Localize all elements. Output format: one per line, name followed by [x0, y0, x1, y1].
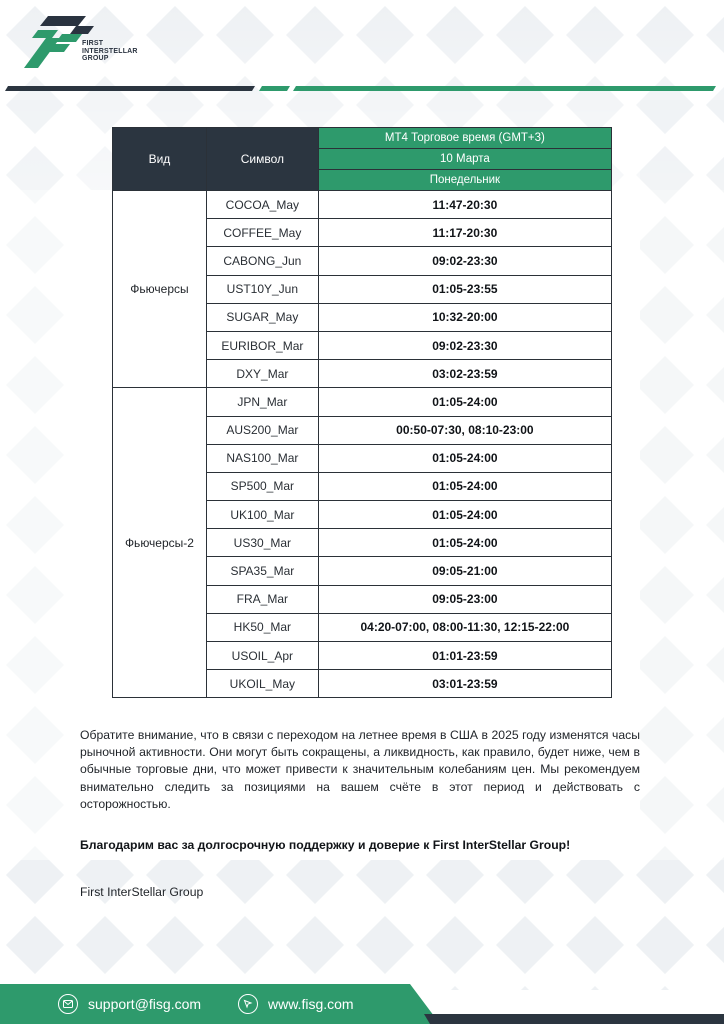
- header-platform: MT4 Торговое время (GMT+3): [318, 128, 611, 149]
- symbol-cell: UST10Y_Jun: [206, 275, 318, 303]
- symbol-cell: UKOIL_May: [206, 670, 318, 698]
- trading-hours-table: [112, 127, 612, 698]
- time-cell: 01:05-23:55: [318, 275, 611, 303]
- symbol-cell: NAS100_Mar: [206, 444, 318, 472]
- time-cell: 09:02-23:30: [318, 247, 611, 275]
- dst-notice-paragraph: Обратите внимание, что в связи с переходом на летнее время в США в 2025 году изменятся часы рыночной активности. Они могут быть сокращены, а ликвидность, как правило, будет ниже, чем в обычные торговые дни, что может привести к значительным колебаниям цен. Мы рекомендуем внимательно следить за позициями на вашем счёте в этот период и действовать с осторожностью.: [80, 728, 640, 811]
- symbol-cell: EURIBOR_Mar: [206, 331, 318, 359]
- symbol-cell: JPN_Mar: [206, 388, 318, 416]
- group-kind: Фьючерсы-2: [113, 388, 207, 698]
- symbol-cell: SUGAR_May: [206, 303, 318, 331]
- logo-line-3: GROUP: [82, 55, 109, 62]
- time-cell: 01:05-24:00: [318, 444, 611, 472]
- website-text[interactable]: www.fisg.com: [268, 996, 354, 1012]
- symbol-cell: US30_Mar: [206, 529, 318, 557]
- mail-icon: [58, 994, 78, 1014]
- symbol-cell: SPA35_Mar: [206, 557, 318, 585]
- time-cell: 01:05-24:00: [318, 529, 611, 557]
- time-cell: 01:05-24:00: [318, 501, 611, 529]
- symbol-cell: COCOA_May: [206, 191, 318, 219]
- group-kind: Фьючерсы: [113, 191, 207, 388]
- symbol-cell: COFFEE_May: [206, 219, 318, 247]
- logo-line-2: INTERSTELLAR: [82, 47, 138, 55]
- time-cell: 03:02-23:59: [318, 360, 611, 388]
- time-cell: 11:47-20:30: [318, 191, 611, 219]
- logo-wordmark: [82, 40, 138, 63]
- time-cell: 01:05-24:00: [318, 472, 611, 500]
- header-symbol: Символ: [206, 128, 318, 191]
- logo-line-1: FIRST: [82, 40, 104, 47]
- symbol-cell: CABONG_Jun: [206, 247, 318, 275]
- time-cell: 09:05-23:00: [318, 585, 611, 613]
- header-kind: Вид: [113, 128, 207, 191]
- table-row: [113, 191, 612, 219]
- symbol-cell: UK100_Mar: [206, 501, 318, 529]
- time-cell: 01:01-23:59: [318, 642, 611, 670]
- footer-email[interactable]: [58, 994, 201, 1014]
- symbol-cell: USOIL_Apr: [206, 642, 318, 670]
- header-divider: [0, 86, 724, 96]
- time-cell: 11:17-20:30: [318, 219, 611, 247]
- time-cell: 00:50-07:30, 08:10-23:00: [318, 416, 611, 444]
- time-cell: 10:32-20:00: [318, 303, 611, 331]
- time-cell: 03:01-23:59: [318, 670, 611, 698]
- time-cell: 09:02-23:30: [318, 331, 611, 359]
- footer-website[interactable]: [238, 994, 354, 1014]
- thanks-line: Благодарим вас за долгосрочную поддержку и доверие к First InterStellar Group!: [80, 838, 571, 852]
- footer: [0, 984, 724, 1024]
- cursor-icon: [238, 994, 258, 1014]
- time-cell: 01:05-24:00: [318, 388, 611, 416]
- table-row: [113, 388, 612, 416]
- time-cell: 09:05-21:00: [318, 557, 611, 585]
- header-date: 10 Марта: [318, 149, 611, 170]
- email-text[interactable]: support@fisg.com: [88, 996, 202, 1012]
- symbol-cell: HK50_Mar: [206, 613, 318, 641]
- header-weekday: Понедельник: [318, 170, 611, 191]
- symbol-cell: SP500_Mar: [206, 472, 318, 500]
- symbol-cell: DXY_Mar: [206, 360, 318, 388]
- signature: First InterStellar Group: [80, 885, 204, 899]
- symbol-cell: FRA_Mar: [206, 585, 318, 613]
- time-cell: 04:20-07:00, 08:00-11:30, 12:15-22:00: [318, 613, 611, 641]
- symbol-cell: AUS200_Mar: [206, 416, 318, 444]
